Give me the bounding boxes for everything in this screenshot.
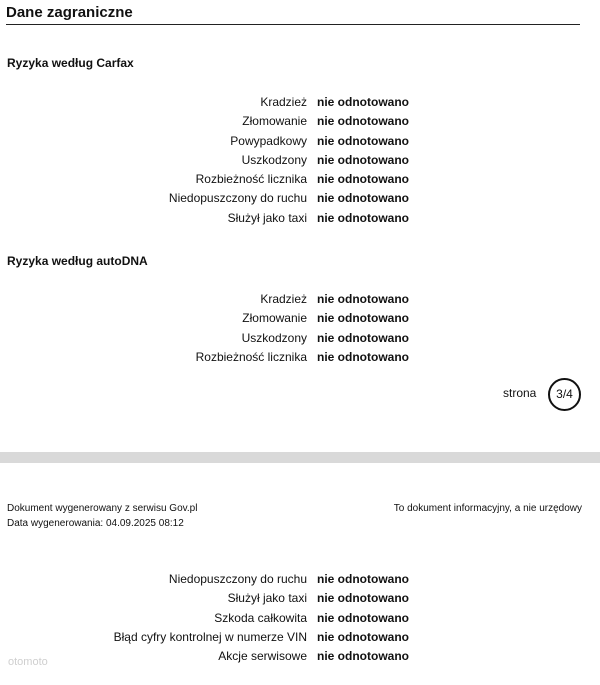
risk-value: nie odnotowano: [317, 292, 409, 306]
section-title: Dane zagraniczne: [6, 4, 580, 25]
risk-row: [0, 290, 600, 309]
risk-row: [0, 170, 600, 189]
risk-row: [0, 189, 600, 208]
risk-label: Służył jako taxi: [227, 591, 307, 606]
risk-value: nie odnotowano: [317, 349, 409, 364]
risk-row: [0, 589, 600, 608]
risk-label: Złomowanie: [242, 311, 307, 326]
risk-label: Powypadkowy: [230, 133, 307, 148]
risk-label: Niedopuszczony do ruchu: [168, 191, 307, 206]
risk-row: [0, 329, 600, 348]
risk-value: nie odnotowano: [317, 133, 409, 148]
risk-value: nie odnotowano: [317, 210, 409, 225]
risk-row: [0, 309, 600, 328]
risk-value: nie odnotowano: [317, 649, 409, 664]
risk-label: Rozbieżność licznika: [195, 172, 307, 187]
risk-value: nie odnotowano: [317, 95, 409, 109]
risk-value: nie odnotowano: [317, 610, 409, 625]
risk-label: Służył jako taxi: [227, 210, 307, 225]
risk-row: [0, 570, 600, 589]
risk-row: [0, 609, 600, 628]
risk-label: Uszkodzony: [241, 152, 307, 167]
risk-label: Rozbieżność licznika: [195, 349, 307, 364]
risk-value: nie odnotowano: [317, 114, 409, 129]
disclaimer-text: To dokument informacyjny, a nie urzędowy: [393, 503, 582, 514]
risk-row: [0, 151, 600, 170]
carfax-risk-list: [0, 93, 600, 228]
next-page-risk-list: [0, 570, 600, 666]
risk-value: nie odnotowano: [317, 191, 409, 206]
risk-row: [0, 112, 600, 131]
risk-row: [0, 132, 600, 151]
page-separator: [0, 452, 600, 463]
risk-label: Szkoda całkowita: [214, 610, 307, 625]
risk-label: Akcje serwisowe: [218, 649, 307, 664]
risk-row: [0, 348, 600, 367]
risk-label: Złomowanie: [242, 114, 307, 129]
risk-value: nie odnotowano: [317, 330, 409, 345]
generated-by-text: Dokument wygenerowany z serwisu Gov.pl: [7, 503, 198, 514]
generated-date-text: Data wygenerowania: 04.09.2025 08:12: [7, 518, 184, 529]
risk-value: nie odnotowano: [317, 172, 409, 187]
page-number-badge: 3/4: [548, 378, 581, 411]
risk-label: Niedopuszczony do ruchu: [168, 572, 307, 586]
carfax-title: Ryzyka według Carfax: [7, 56, 134, 70]
risk-value: nie odnotowano: [317, 152, 409, 167]
autodna-risk-list: [0, 290, 600, 367]
risk-row: [0, 209, 600, 228]
risk-label: Kradzież: [260, 95, 307, 109]
risk-label: Uszkodzony: [241, 330, 307, 345]
risk-row: [0, 628, 600, 647]
risk-value: nie odnotowano: [317, 572, 409, 586]
risk-value: nie odnotowano: [317, 311, 409, 326]
risk-value: nie odnotowano: [317, 591, 409, 606]
risk-label: Kradzież: [260, 292, 307, 306]
risk-value: nie odnotowano: [317, 629, 409, 644]
risk-row: [0, 647, 600, 666]
autodna-title: Ryzyka według autoDNA: [7, 254, 148, 268]
watermark-logo: otomoto: [8, 656, 48, 668]
page-label: strona: [503, 386, 537, 400]
risk-label: Błąd cyfry kontrolnej w numerze VIN: [113, 629, 307, 644]
risk-row: [0, 93, 600, 112]
